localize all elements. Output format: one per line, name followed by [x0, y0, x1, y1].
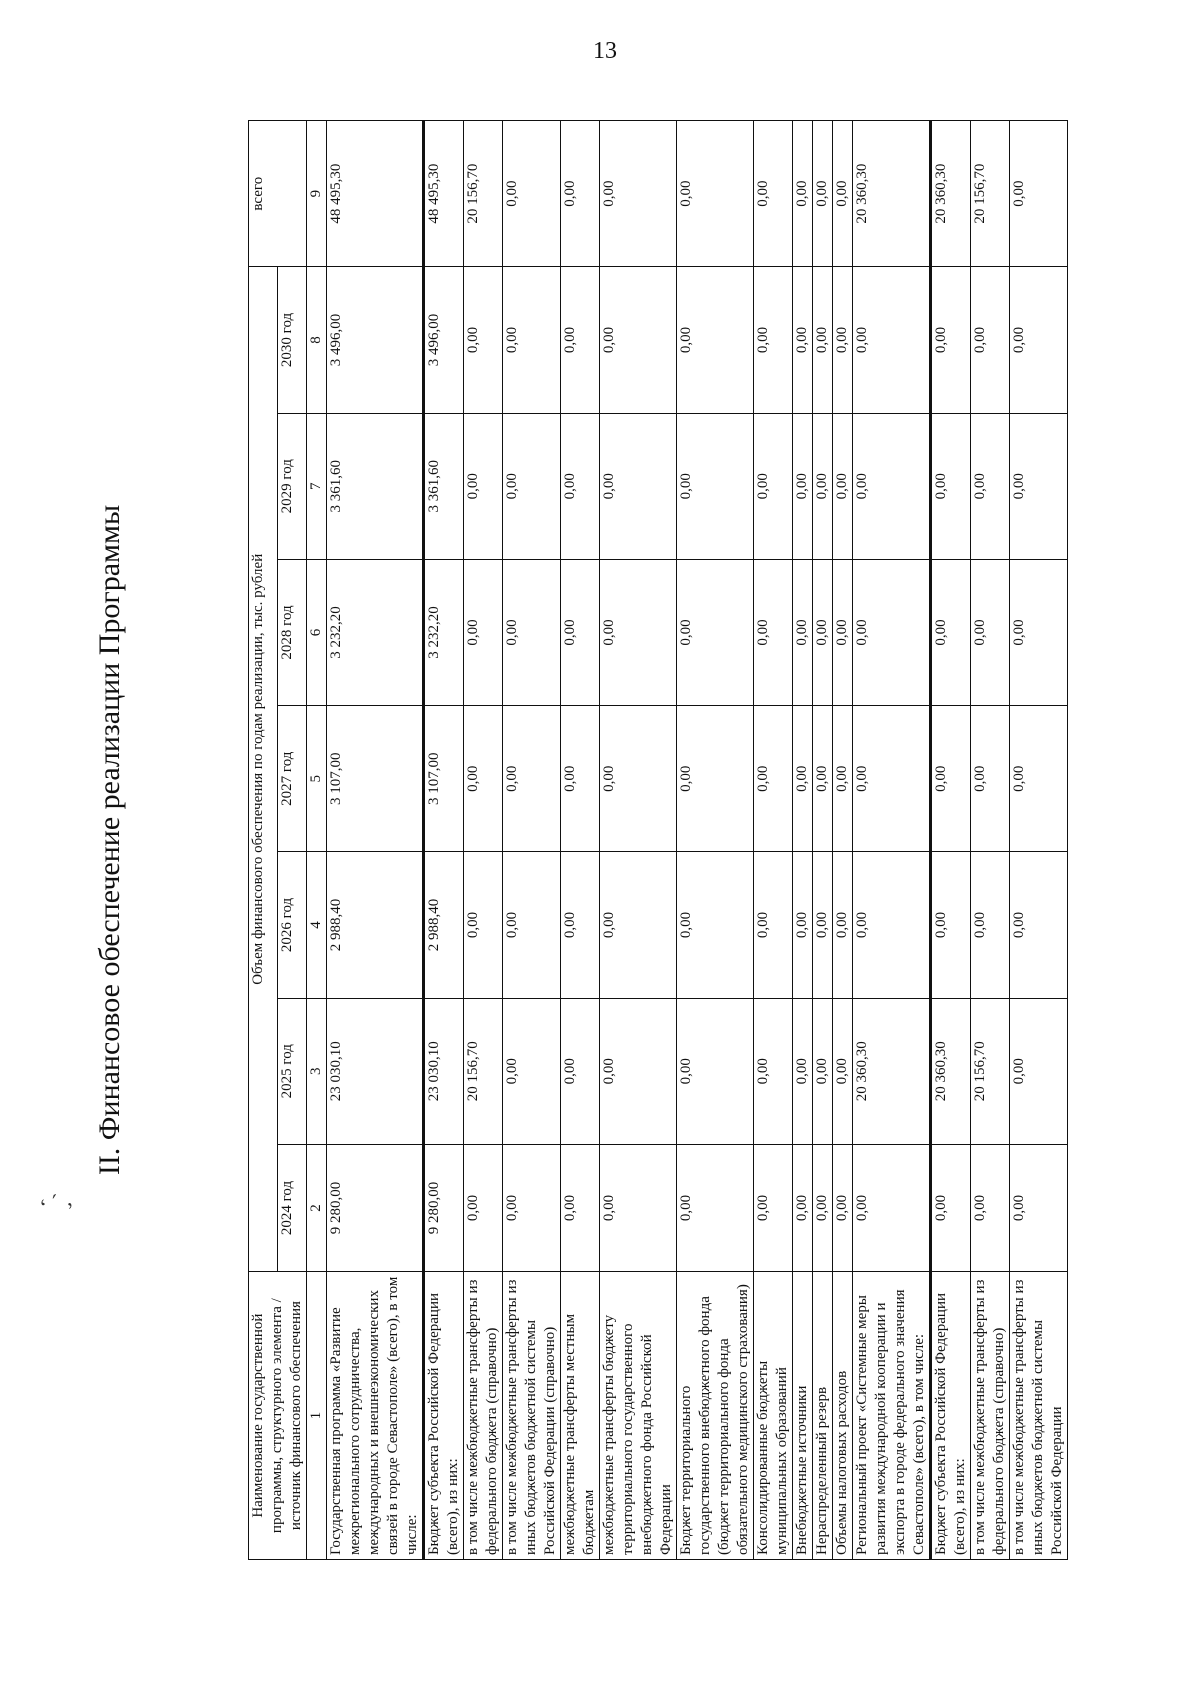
value-cell: 0,00: [503, 998, 561, 1144]
value-cell: 0,00: [754, 706, 793, 852]
value-cell: 0,00: [813, 706, 833, 852]
value-cell: 0,00: [833, 267, 853, 413]
value-cell: 0,00: [813, 413, 833, 559]
value-cell: 3 232,20: [424, 559, 464, 705]
column-index: 5: [307, 706, 327, 852]
value-cell: 0,00: [600, 998, 677, 1144]
value-cell: 23 030,10: [327, 998, 424, 1144]
table-row: [464, 121, 503, 1560]
table-row: [931, 121, 971, 1560]
table-row: [793, 121, 813, 1560]
value-cell: 0,00: [754, 267, 793, 413]
value-cell: 2 988,40: [424, 852, 464, 998]
value-cell: 20 156,70: [971, 121, 1010, 267]
value-cell: 0,00: [853, 852, 931, 998]
value-cell: 0,00: [561, 852, 600, 998]
value-cell: 0,00: [853, 706, 931, 852]
value-cell: 0,00: [853, 413, 931, 559]
value-cell: 0,00: [833, 413, 853, 559]
header-year: 2026 год: [278, 852, 307, 998]
value-cell: 0,00: [600, 121, 677, 267]
value-cell: 0,00: [971, 1144, 1010, 1271]
row-name: в том числе межбюджетные трансферты из федерального бюджета (справочно): [971, 1272, 1010, 1560]
value-cell: 0,00: [853, 267, 931, 413]
value-cell: 0,00: [464, 559, 503, 705]
value-cell: 0,00: [931, 267, 971, 413]
table-row: [833, 121, 853, 1560]
value-cell: 0,00: [833, 706, 853, 852]
value-cell: 0,00: [600, 1144, 677, 1271]
value-cell: 0,00: [561, 413, 600, 559]
row-name: в том числе межбюджетные трансферты из иных бюджетов бюджетной системы Российской Федерации (справочно): [503, 1272, 561, 1560]
header-year: 2028 год: [278, 559, 307, 705]
value-cell: 0,00: [813, 559, 833, 705]
header-year: 2030 год: [278, 267, 307, 413]
header-year: 2025 год: [278, 998, 307, 1144]
value-cell: 48 495,30: [424, 121, 464, 267]
value-cell: 0,00: [813, 998, 833, 1144]
row-name: Региональный проект «Системные меры развития международной кооперации и экспорта в городе федерального значения Севастополе» (всего), в том числе:: [853, 1272, 931, 1560]
value-cell: 0,00: [464, 852, 503, 998]
value-cell: 0,00: [833, 121, 853, 267]
value-cell: 0,00: [561, 121, 600, 267]
value-cell: 0,00: [971, 706, 1010, 852]
value-cell: 0,00: [853, 1144, 931, 1271]
value-cell: 3 496,00: [424, 267, 464, 413]
header-year: 2027 год: [278, 706, 307, 852]
value-cell: 0,00: [503, 852, 561, 998]
value-cell: 0,00: [503, 413, 561, 559]
value-cell: 0,00: [793, 706, 813, 852]
value-cell: 0,00: [1010, 706, 1068, 852]
column-index-row: [307, 121, 327, 1560]
row-name: Консолидированные бюджеты муниципальных образований: [754, 1272, 793, 1560]
value-cell: 0,00: [833, 852, 853, 998]
scan-mark: ‘ ´ ,: [36, 1185, 75, 1220]
table-row: [503, 121, 561, 1560]
value-cell: 3 107,00: [424, 706, 464, 852]
value-cell: 0,00: [503, 267, 561, 413]
value-cell: 0,00: [1010, 121, 1068, 267]
table-row: [561, 121, 600, 1560]
rotated-content: [90, 120, 1100, 1560]
value-cell: 0,00: [813, 121, 833, 267]
table-row: [327, 121, 424, 1560]
value-cell: 0,00: [677, 1144, 754, 1271]
column-index: 7: [307, 413, 327, 559]
value-cell: 0,00: [677, 706, 754, 852]
value-cell: 0,00: [793, 1144, 813, 1271]
row-name: межбюджетные трансферты бюджету территориального государственного внебюджетного фонда Российской Федерации: [600, 1272, 677, 1560]
value-cell: 20 360,30: [853, 998, 931, 1144]
financing-table-wrapper: [248, 120, 1068, 1560]
value-cell: 0,00: [464, 706, 503, 852]
value-cell: 20 360,30: [853, 121, 931, 267]
value-cell: 0,00: [813, 1144, 833, 1271]
value-cell: 0,00: [503, 121, 561, 267]
value-cell: 0,00: [971, 559, 1010, 705]
value-cell: 0,00: [754, 413, 793, 559]
row-name: Государственная программа «Развитие межрегионального сотрудничества, международных и внешнеэкономических связей в городе Севастополе» (всего), в том числе:: [327, 1272, 424, 1560]
table-body: [327, 121, 1068, 1560]
table-row: [754, 121, 793, 1560]
column-index: 2: [307, 1144, 327, 1271]
header-total: всего: [249, 121, 307, 267]
value-cell: 3 496,00: [327, 267, 424, 413]
value-cell: 0,00: [1010, 998, 1068, 1144]
value-cell: 0,00: [793, 267, 813, 413]
value-cell: 0,00: [503, 1144, 561, 1271]
value-cell: 0,00: [464, 267, 503, 413]
table-row: [1010, 121, 1068, 1560]
financing-table: [248, 120, 1068, 1560]
value-cell: 0,00: [1010, 1144, 1068, 1271]
value-cell: 20 156,70: [971, 998, 1010, 1144]
document-title: II. Финансовое обеспечение реализации Программы: [93, 504, 126, 1176]
value-cell: 0,00: [503, 559, 561, 705]
value-cell: 0,00: [600, 267, 677, 413]
value-cell: 3 232,20: [327, 559, 424, 705]
value-cell: 0,00: [931, 413, 971, 559]
table-row: [600, 121, 677, 1560]
value-cell: 0,00: [971, 852, 1010, 998]
value-cell: 0,00: [793, 852, 813, 998]
value-cell: 0,00: [793, 121, 813, 267]
value-cell: 0,00: [600, 706, 677, 852]
value-cell: 0,00: [833, 1144, 853, 1271]
value-cell: 0,00: [971, 413, 1010, 559]
value-cell: 0,00: [677, 413, 754, 559]
value-cell: 20 156,70: [464, 998, 503, 1144]
value-cell: 0,00: [561, 267, 600, 413]
value-cell: 20 156,70: [464, 121, 503, 267]
table-row: [971, 121, 1010, 1560]
value-cell: 0,00: [793, 413, 813, 559]
header-group-years: Объем финансового обеспечения по годам реализации, тыс. рублей: [249, 267, 278, 1272]
value-cell: 3 361,60: [327, 413, 424, 559]
value-cell: 0,00: [971, 267, 1010, 413]
table-row: [853, 121, 931, 1560]
value-cell: 0,00: [600, 413, 677, 559]
column-index: 4: [307, 852, 327, 998]
value-cell: 9 280,00: [424, 1144, 464, 1271]
header-name-column: Наименование государственной программы, структурного элемента / источник финансового обеспечения: [249, 1272, 307, 1560]
value-cell: 0,00: [754, 1144, 793, 1271]
row-name: Внебюджетные источники: [793, 1272, 813, 1560]
row-name: Нераспределенный резерв: [813, 1272, 833, 1560]
value-cell: 0,00: [677, 121, 754, 267]
column-index: 1: [307, 1272, 327, 1560]
value-cell: 0,00: [813, 852, 833, 998]
value-cell: 0,00: [464, 1144, 503, 1271]
value-cell: 0,00: [833, 998, 853, 1144]
value-cell: 0,00: [503, 706, 561, 852]
value-cell: 0,00: [754, 121, 793, 267]
row-name: Объемы налоговых расходов: [833, 1272, 853, 1560]
header-year: 2029 год: [278, 413, 307, 559]
column-index: 8: [307, 267, 327, 413]
row-name: в том числе межбюджетные трансферты из федерального бюджета (справочно): [464, 1272, 503, 1560]
value-cell: 0,00: [931, 706, 971, 852]
value-cell: 9 280,00: [327, 1144, 424, 1271]
value-cell: 0,00: [561, 559, 600, 705]
value-cell: 0,00: [754, 998, 793, 1144]
table-row: [813, 121, 833, 1560]
value-cell: 20 360,30: [931, 998, 971, 1144]
value-cell: 0,00: [931, 852, 971, 998]
row-name: Бюджет территориального государственного внебюджетного фонда (бюджет территориального фонда обязательного медицинского страхования): [677, 1272, 754, 1560]
value-cell: 0,00: [754, 559, 793, 705]
value-cell: 0,00: [793, 998, 813, 1144]
row-name: Бюджет субъекта Российской Федерации (всего), из них:: [931, 1272, 971, 1560]
column-index: 9: [307, 121, 327, 267]
table-row: [424, 121, 464, 1560]
header-row-1: [249, 121, 278, 1560]
row-name: межбюджетные трансферты местным бюджетам: [561, 1272, 600, 1560]
value-cell: 0,00: [464, 413, 503, 559]
value-cell: 3 107,00: [327, 706, 424, 852]
value-cell: 0,00: [813, 267, 833, 413]
value-cell: 0,00: [677, 998, 754, 1144]
column-index: 3: [307, 998, 327, 1144]
value-cell: 0,00: [677, 559, 754, 705]
value-cell: 0,00: [754, 852, 793, 998]
row-name: Бюджет субъекта Российской Федерации (всего), из них:: [424, 1272, 464, 1560]
value-cell: 0,00: [677, 852, 754, 998]
header-year: 2024 год: [278, 1144, 307, 1271]
value-cell: 0,00: [833, 559, 853, 705]
value-cell: 23 030,10: [424, 998, 464, 1144]
value-cell: 0,00: [561, 998, 600, 1144]
value-cell: 20 360,30: [931, 121, 971, 267]
value-cell: 0,00: [1010, 559, 1068, 705]
value-cell: 2 988,40: [327, 852, 424, 998]
value-cell: 0,00: [1010, 852, 1068, 998]
page-number: 13: [593, 38, 617, 64]
row-name: в том числе межбюджетные трансферты из иных бюджетов бюджетной системы Российской Федерации: [1010, 1272, 1068, 1560]
column-index: 6: [307, 559, 327, 705]
value-cell: 0,00: [931, 1144, 971, 1271]
value-cell: 0,00: [931, 559, 971, 705]
table-row: [677, 121, 754, 1560]
value-cell: 48 495,30: [327, 121, 424, 267]
value-cell: 0,00: [1010, 267, 1068, 413]
value-cell: 0,00: [793, 559, 813, 705]
value-cell: 3 361,60: [424, 413, 464, 559]
value-cell: 0,00: [677, 267, 754, 413]
value-cell: 0,00: [600, 559, 677, 705]
value-cell: 0,00: [561, 706, 600, 852]
value-cell: 0,00: [600, 852, 677, 998]
value-cell: 0,00: [853, 559, 931, 705]
value-cell: 0,00: [561, 1144, 600, 1271]
value-cell: 0,00: [1010, 413, 1068, 559]
